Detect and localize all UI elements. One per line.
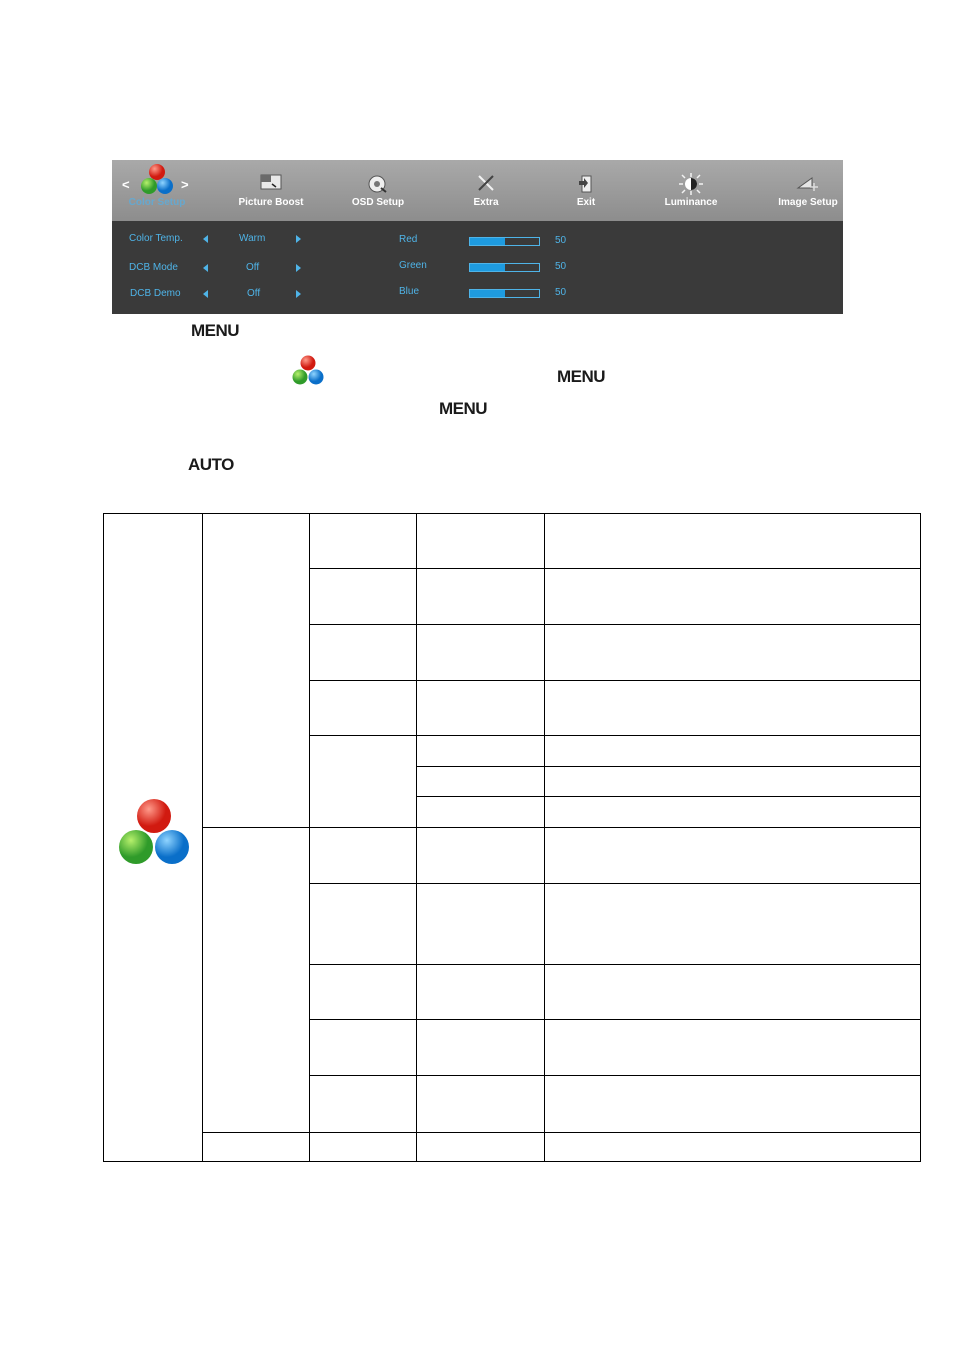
increase-arrow[interactable]	[296, 290, 301, 298]
table-cell	[416, 513, 545, 569]
tab-picture-boost[interactable]	[231, 160, 311, 221]
color-balls-icon	[291, 355, 325, 386]
tab-exit[interactable]	[564, 160, 608, 221]
osd-menu	[112, 160, 843, 314]
table-cell	[309, 1019, 417, 1076]
table-cell	[416, 827, 545, 884]
table-cell	[544, 513, 921, 569]
table-cell	[309, 1075, 417, 1133]
osd-setup-icon	[367, 174, 389, 194]
table-cell	[416, 735, 545, 767]
picture-boost-icon	[260, 174, 282, 190]
red-value: 50	[555, 235, 567, 246]
table-cell	[202, 513, 310, 828]
decrease-arrow[interactable]	[203, 290, 208, 298]
table-cell	[544, 735, 921, 767]
table-cell	[309, 964, 417, 1020]
blue-value: 50	[555, 287, 567, 298]
table-cell	[416, 766, 545, 797]
table-cell	[309, 827, 417, 884]
osd-tab-bar	[112, 160, 843, 221]
exit-door-icon	[577, 174, 595, 194]
tab-label: Exit	[576, 197, 596, 208]
red-label: Red	[399, 234, 418, 245]
tab-osd-setup[interactable]	[342, 160, 414, 221]
table-cell	[309, 624, 417, 681]
table-cell	[416, 1132, 545, 1162]
table-cell	[544, 766, 921, 797]
green-slider[interactable]	[469, 263, 540, 272]
table-cell	[544, 1019, 921, 1076]
color-temp-value: Warm	[239, 233, 266, 244]
tab-label: OSD Setup	[351, 197, 405, 208]
dcb-mode-value: Off	[246, 262, 260, 273]
table-cell	[544, 827, 921, 884]
table-cell	[309, 568, 417, 625]
table-cell	[416, 624, 545, 681]
table-cell	[416, 568, 545, 625]
decrease-arrow[interactable]	[203, 235, 208, 243]
table-cell	[416, 1075, 545, 1133]
table-cell	[309, 1132, 417, 1162]
slider-fill	[470, 290, 505, 297]
table-cell	[416, 1019, 545, 1076]
decrease-arrow[interactable]	[203, 264, 208, 272]
table-cell	[416, 883, 545, 965]
tab-label: Luminance	[664, 197, 718, 208]
dcb-demo-label: DCB Demo	[130, 288, 181, 299]
tab-label: Picture Boost	[238, 197, 304, 208]
table-cell	[416, 680, 545, 736]
image-setup-icon	[796, 174, 820, 192]
table-cell	[309, 513, 417, 569]
table-cell	[544, 1132, 921, 1162]
osd-content	[112, 221, 843, 314]
auto-key-label: AUTO	[188, 455, 234, 474]
tab-label: Image Setup	[778, 197, 838, 208]
table-cell	[309, 883, 417, 965]
blue-slider[interactable]	[469, 289, 540, 298]
table-cell	[202, 1132, 310, 1162]
table-cell	[544, 883, 921, 965]
nav-left-arrow[interactable]: <	[122, 177, 130, 192]
color-temp-label: Color Temp.	[129, 233, 183, 244]
table-cell	[544, 680, 921, 736]
table-cell	[544, 568, 921, 625]
tab-color-setup[interactable]	[124, 160, 190, 221]
nav-right-arrow[interactable]: >	[181, 177, 189, 192]
tab-label: Extra	[473, 197, 499, 208]
tab-luminance[interactable]	[660, 160, 722, 221]
slider-fill	[470, 264, 505, 271]
extra-tools-icon	[476, 174, 496, 192]
increase-arrow[interactable]	[296, 235, 301, 243]
color-balls-icon	[117, 797, 191, 867]
menu-key-label: MENU	[191, 321, 240, 340]
slider-fill	[470, 238, 505, 245]
tab-extra[interactable]	[457, 160, 515, 221]
tab-image-setup[interactable]	[774, 160, 842, 221]
blue-label: Blue	[399, 286, 420, 297]
menu-key-label: MENU	[557, 367, 606, 386]
table-cell	[309, 735, 417, 828]
table-cell	[416, 796, 545, 828]
dcb-mode-label: DCB Mode	[129, 262, 178, 273]
table-cell	[544, 796, 921, 828]
color-balls-icon	[139, 162, 175, 196]
increase-arrow[interactable]	[296, 264, 301, 272]
menu-key-label: MENU	[439, 399, 488, 418]
table-cell	[202, 827, 310, 1133]
table-cell	[416, 964, 545, 1020]
dcb-demo-value: Off	[247, 288, 261, 299]
table-cell	[309, 680, 417, 736]
table-icon-cell	[103, 513, 203, 1162]
green-label: Green	[399, 260, 427, 271]
table-cell	[544, 964, 921, 1020]
red-slider[interactable]	[469, 237, 540, 246]
table-cell	[544, 624, 921, 681]
tab-label: Color Setup	[128, 197, 186, 208]
table-cell	[544, 1075, 921, 1133]
luminance-sun-icon	[678, 172, 704, 196]
green-value: 50	[555, 261, 567, 272]
